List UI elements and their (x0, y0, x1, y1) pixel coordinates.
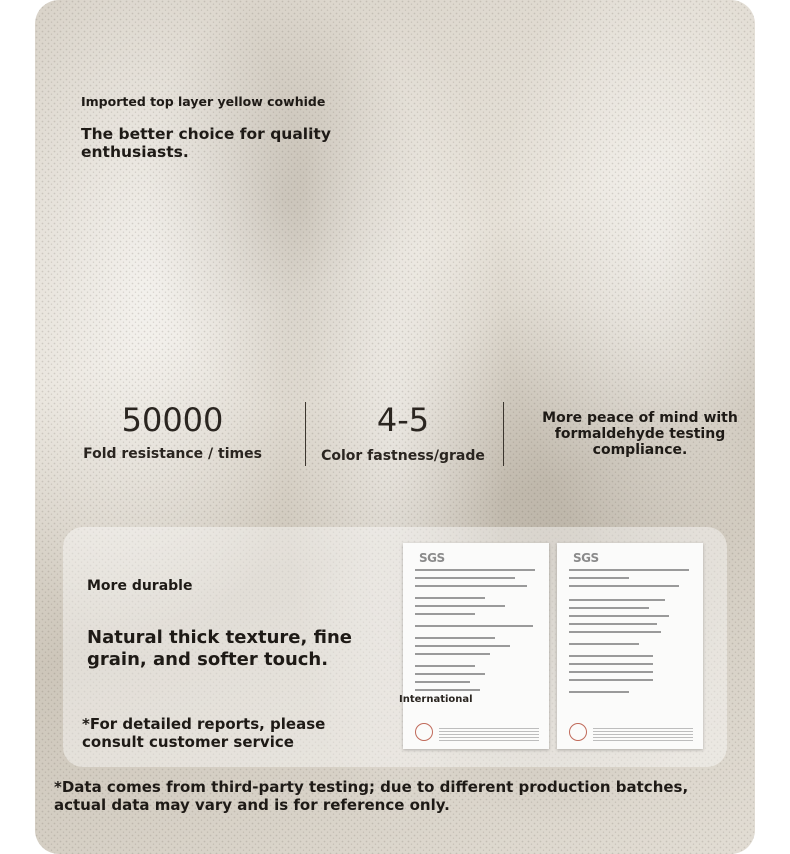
report-stamp (569, 723, 587, 741)
stat-fold-resistance (75, 402, 270, 462)
stat-formaldehyde: More peace of mind with formaldehyde testing compliance. (542, 410, 738, 458)
stat-label: Color fastness/grade (321, 448, 485, 464)
report-stamp (415, 723, 433, 741)
stat-divider (305, 402, 306, 466)
material-headline: The better choice for quality enthusiasts. (81, 125, 331, 161)
sgs-logo: SGS (573, 551, 599, 565)
stat-color-fastness (313, 402, 493, 464)
panel-title: More durable (87, 578, 193, 594)
sgs-logo: SGS (419, 551, 445, 565)
panel-description: Natural thick texture, fine grain, and softer touch. (87, 627, 352, 670)
stat-value: 4-5 (376, 401, 430, 439)
test-report-image (403, 543, 549, 749)
stat-value: 50000 (121, 401, 224, 439)
test-report-image (557, 543, 703, 749)
durability-panel (63, 527, 727, 767)
disclaimer-note: *Data comes from third-party testing; due to different production batches, actual data may vary and is for reference only. (54, 778, 689, 814)
product-detail-card (35, 0, 755, 854)
stat-label: Fold resistance / times (83, 446, 262, 462)
material-subtitle: Imported top layer yellow cowhide (81, 94, 326, 109)
report-label: International (399, 694, 473, 705)
panel-note: *For detailed reports, please consult customer service (82, 715, 326, 751)
stat-divider (503, 402, 504, 466)
